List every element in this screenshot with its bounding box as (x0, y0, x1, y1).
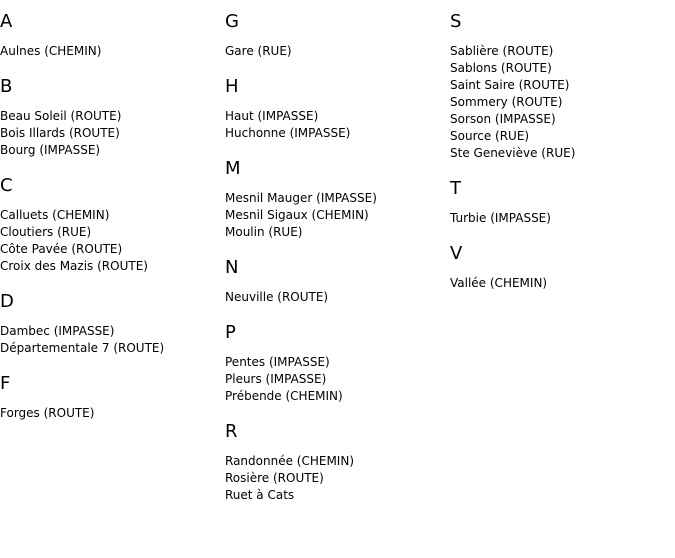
street-entry: Gare (RUE) (225, 44, 292, 58)
street-list (0, 405, 225, 422)
letter-group (225, 159, 450, 241)
letter-group (0, 292, 225, 357)
letter-group (0, 12, 225, 60)
letter-heading: R (225, 421, 238, 442)
letter-group (450, 244, 675, 292)
letter-group (225, 323, 450, 405)
letter-heading: P (225, 322, 236, 343)
letter-group (0, 374, 225, 422)
street-list (450, 275, 675, 292)
street-list (225, 108, 450, 142)
letter-group (0, 77, 225, 159)
street-entry: Mesnil Mauger (IMPASSE) (225, 191, 377, 205)
street-list (225, 289, 450, 306)
street-entry: Bois Illards (ROUTE) (0, 126, 120, 140)
street-entry: Source (RUE) (450, 129, 530, 143)
letter-heading: V (450, 243, 463, 264)
letter-group (225, 422, 450, 504)
letter-heading: M (225, 158, 241, 179)
street-entry: Moulin (RUE) (225, 225, 303, 239)
letter-group (450, 12, 675, 162)
letter-heading: D (0, 291, 14, 312)
street-list (0, 43, 225, 60)
street-entry: Sablière (ROUTE) (450, 44, 554, 58)
street-entry: Beau Soleil (ROUTE) (0, 109, 122, 123)
street-entry: Croix des Mazis (ROUTE) (0, 259, 148, 273)
street-entry: Aulnes (CHEMIN) (0, 44, 102, 58)
letter-heading: F (0, 373, 11, 394)
letter-heading: S (450, 11, 462, 32)
street-entry: Sorson (IMPASSE) (450, 112, 556, 126)
letter-group (225, 258, 450, 306)
street-entry: Haut (IMPASSE) (225, 109, 319, 123)
street-entry: Côte Pavée (ROUTE) (0, 242, 123, 256)
letter-heading: A (0, 11, 13, 32)
street-entry: Sommery (ROUTE) (450, 95, 563, 109)
street-list (450, 43, 675, 162)
street-entry: Forges (ROUTE) (0, 406, 95, 420)
street-entry: Pentes (IMPASSE) (225, 355, 330, 369)
letter-heading: N (225, 257, 239, 278)
street-list (450, 210, 675, 227)
street-list (225, 190, 450, 241)
letter-heading: H (225, 76, 239, 97)
street-list (0, 207, 225, 275)
letter-heading: C (0, 175, 13, 196)
street-entry: Calluets (CHEMIN) (0, 208, 110, 222)
street-list (225, 43, 450, 60)
street-entry: Sablons (ROUTE) (450, 61, 552, 75)
street-column (0, 0, 225, 422)
street-list (225, 354, 450, 405)
street-entry: Bourg (IMPASSE) (0, 143, 101, 157)
letter-heading: T (450, 178, 461, 199)
letter-group (225, 12, 450, 60)
street-column (450, 0, 675, 292)
street-list (225, 453, 450, 504)
street-list (0, 108, 225, 159)
street-entry: Pleurs (IMPASSE) (225, 372, 327, 386)
letter-group (450, 179, 675, 227)
street-entry: Prébende (CHEMIN) (225, 389, 343, 403)
street-entry: Dambec (IMPASSE) (0, 324, 115, 338)
street-entry: Saint Saire (ROUTE) (450, 78, 570, 92)
street-entry: Neuville (ROUTE) (225, 290, 329, 304)
street-entry: Huchonne (IMPASSE) (225, 126, 351, 140)
letter-heading: G (225, 11, 239, 32)
street-entry: Randonnée (CHEMIN) (225, 454, 354, 468)
letter-heading: B (0, 76, 13, 97)
street-entry: Ste Geneviève (RUE) (450, 146, 576, 160)
street-entry: Rosière (ROUTE) (225, 471, 324, 485)
street-entry: Départementale 7 (ROUTE) (0, 341, 165, 355)
street-column (225, 0, 450, 504)
letter-group (225, 77, 450, 142)
street-entry: Mesnil Sigaux (CHEMIN) (225, 208, 369, 222)
letter-group (0, 176, 225, 275)
street-entry: Vallée (CHEMIN) (450, 276, 548, 290)
street-entry: Cloutiers (RUE) (0, 225, 92, 239)
street-entry: Turbie (IMPASSE) (450, 211, 551, 225)
street-entry: Ruet à Cats (225, 488, 295, 502)
street-list (0, 323, 225, 357)
